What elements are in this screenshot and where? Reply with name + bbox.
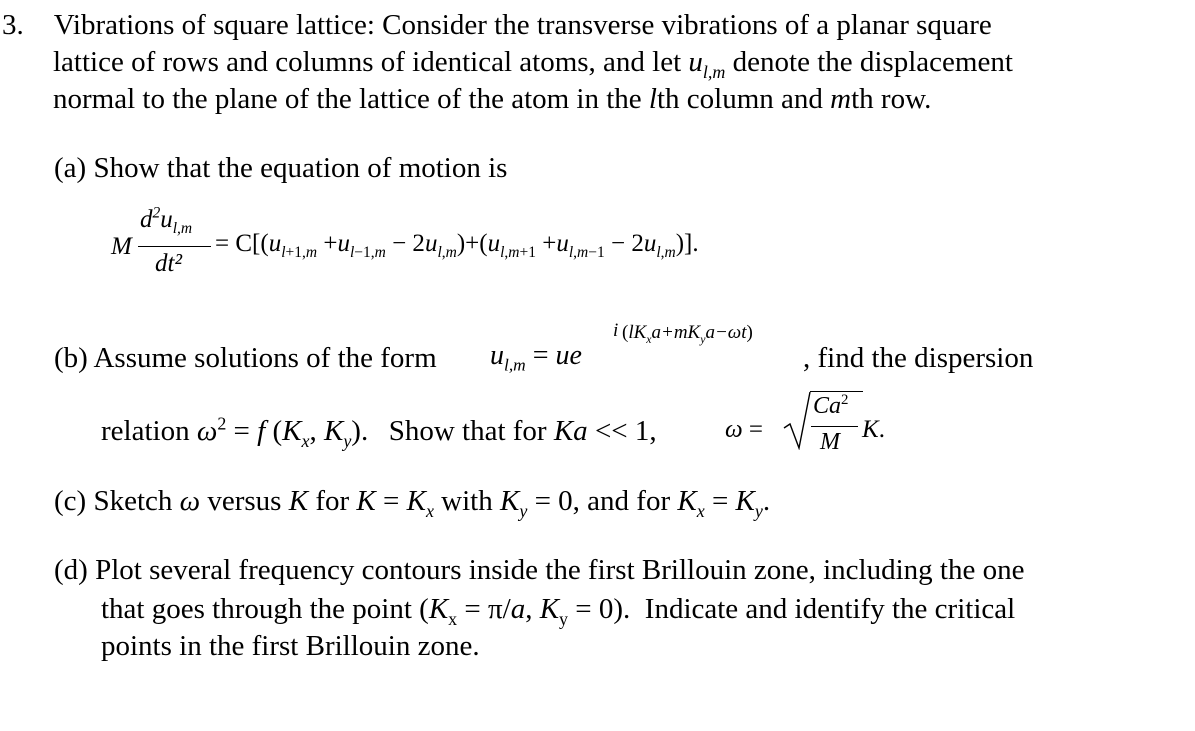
problem-intro-3a: normal to the plane of the lattice of the atom in the	[53, 83, 642, 115]
omega-equals: ω =	[725, 416, 764, 443]
dispersion-relation: $\omega^2 = f$ ($K_x$, $K_y$).	[196, 413, 369, 451]
part-c-label: (c)	[54, 485, 87, 517]
sqrt-denominator: M	[820, 429, 840, 455]
solution-form: $u_{l,m}$ = ue	[490, 340, 582, 375]
problem-intro-3b: th column and	[656, 83, 823, 115]
problem-intro-2-tail: denote the displacement	[732, 46, 1013, 78]
solution-exponent-i: i	[613, 320, 619, 341]
square-root-sign	[782, 390, 812, 450]
part-d-line-3-text: points in the first Brillouin zone.	[101, 630, 480, 662]
part-d-line-3	[101, 629, 480, 663]
part-b-statement: Assume solutions of the form	[93, 342, 437, 374]
part-b-line-1-end	[803, 341, 1033, 375]
part-a-label: (a)	[54, 152, 87, 184]
part-b-line-2	[101, 413, 657, 451]
eq-fraction-bar	[138, 246, 211, 247]
sqrt-fraction-bar	[811, 426, 858, 427]
problem-number: 3.	[2, 9, 24, 41]
part-b-relation-word: relation	[101, 415, 190, 447]
part-b-line-1	[54, 341, 437, 375]
part-b-dispersion: , find the dispersion	[803, 342, 1034, 374]
sqrt-numerator: Ca$^2$	[813, 392, 849, 419]
displacement-symbol: $u_{l,m}$	[688, 46, 726, 82]
part-a-text	[54, 151, 507, 185]
part-d-label: (d)	[54, 554, 88, 586]
long-wavelength-condition: Ka	[553, 415, 588, 447]
problem-line-3	[53, 82, 931, 116]
problem-title: Vibrations of square lattice:	[53, 9, 375, 41]
part-b-show: Show that for	[388, 415, 547, 447]
eq-denominator: dt²	[155, 250, 182, 277]
solution-exponent: $(lK_xa+mK_ya-\omega t)$	[622, 322, 753, 346]
problem-intro: Consider the transverse vibrations of a planar square	[382, 9, 992, 41]
eq-rhs: = $C[(u_{l+1,m} +u_{l-1,m} - 2u_{l,m})+(u_{l,m+1} +u_{l,m-1} - 2u_{l,m})]$.	[215, 230, 699, 261]
problem-intro-2: lattice of rows and columns of identical atoms, and let	[53, 46, 682, 78]
part-c-text: (c) Sketch ω versus K for $K = K_x$ with $K_y = 0$, and for $K_x = K_y$.	[54, 485, 771, 521]
eq-mass: M	[111, 233, 132, 260]
sound-speed-k: K.	[862, 416, 885, 443]
problem-line-2	[53, 45, 1013, 82]
part-a-statement: Show that the equation of motion is	[93, 152, 508, 184]
part-b-label: (b)	[54, 342, 88, 374]
part-d-line-1: (d) Plot several frequency contours inside the first Brillouin zone, including the one	[54, 554, 1025, 586]
l-symbol: l	[648, 83, 657, 115]
problem-line-1	[2, 8, 992, 42]
condition-rest: << 1,	[587, 415, 657, 447]
problem-intro-3c: th row.	[851, 83, 932, 115]
eq-numerator: $d^2u_{l,m}$	[140, 204, 193, 237]
m-symbol: m	[830, 83, 852, 115]
part-d-line-2: that goes through the point ($K_x = \pi/a$, $K_y = 0$). Indicate and identify the critical	[101, 593, 1016, 629]
